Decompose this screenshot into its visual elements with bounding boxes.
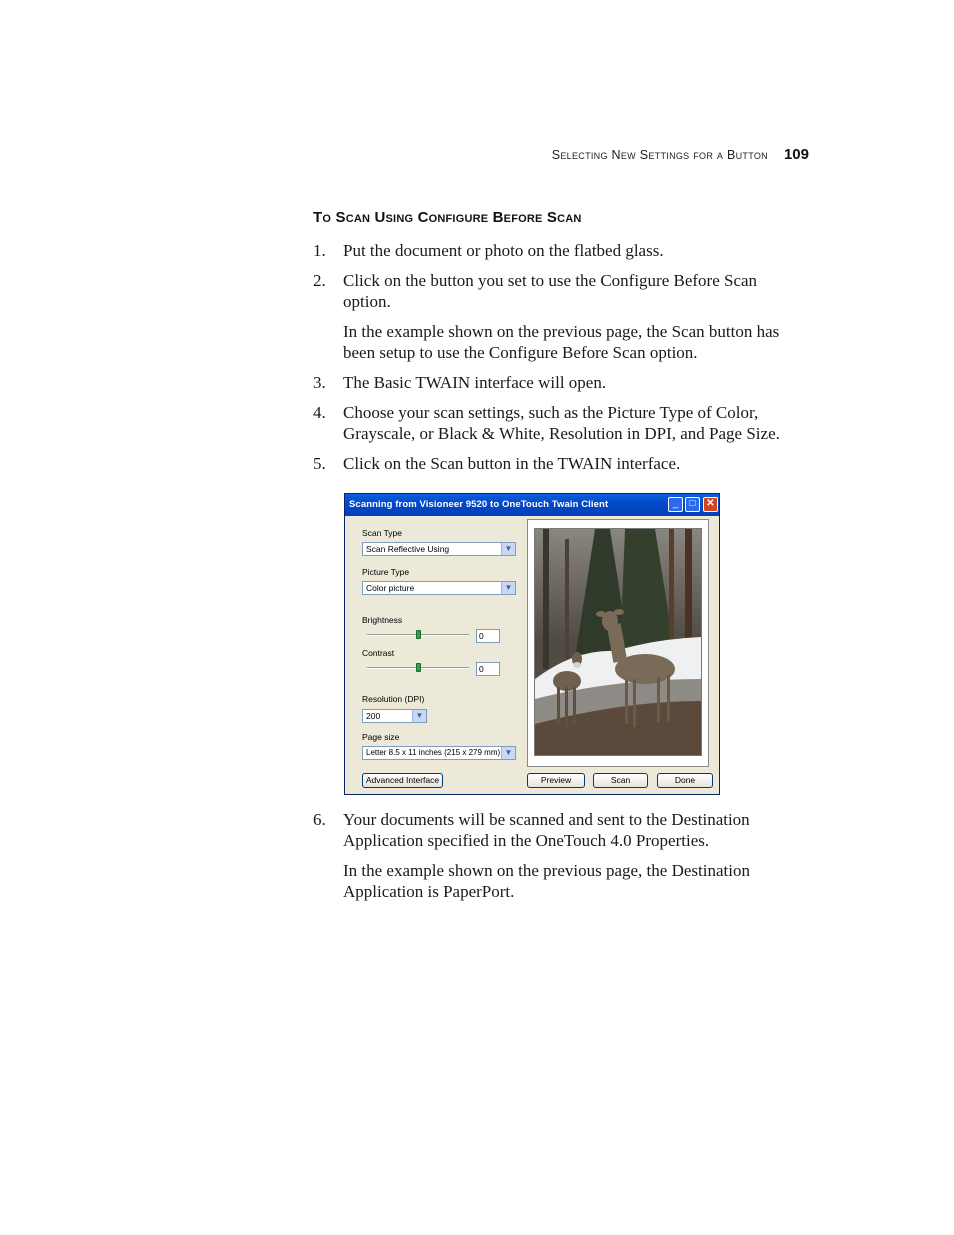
step-note: In the example shown on the previous page, the Destination Application is PaperPort. (343, 861, 750, 901)
preview-pane (527, 519, 709, 767)
brightness-label: Brightness (362, 615, 403, 625)
step-number: 3. (313, 373, 326, 392)
step-item (313, 402, 803, 444)
page-size-value: Letter 8.5 x 11 inches (215 x 279 mm) (366, 748, 501, 757)
step-item (313, 240, 803, 261)
scan-type-select[interactable] (362, 542, 516, 556)
resolution-label: Resolution (DPI) (362, 694, 425, 704)
resolution-value: 200 (366, 711, 381, 721)
resolution-select[interactable] (362, 709, 427, 723)
section-title: To Scan Using Configure Before Scan (313, 209, 582, 226)
dialog-title: Scanning from Visioneer 9520 to OneTouch Twain Client (349, 499, 609, 510)
twain-dialog (344, 493, 720, 795)
chevron-down-icon[interactable]: ▼ (501, 747, 515, 759)
advanced-interface-button[interactable]: Advanced Interface (362, 773, 443, 788)
contrast-slider-thumb[interactable] (416, 663, 421, 672)
step-item (313, 270, 803, 312)
close-icon[interactable]: ✕ (703, 497, 718, 512)
step-number: 5. (313, 454, 326, 473)
step-text: Choose your scan settings, such as the Picture Type of Color, Grayscale, or Black & White, Resolution in DPI, and Page Size. (343, 403, 780, 443)
preview-image (534, 528, 702, 756)
chevron-down-icon[interactable]: ▼ (501, 582, 515, 594)
steps-list-continued (313, 809, 803, 911)
page-number: 109 (783, 146, 809, 163)
step-text: Click on the Scan button in the TWAIN interface. (343, 454, 681, 473)
page-size-label: Page size (362, 732, 400, 742)
step-text: Click on the button you set to use the Configure Before Scan option. (343, 271, 758, 311)
scan-button[interactable]: Scan (593, 773, 648, 788)
minimize-icon[interactable]: _ (668, 497, 683, 512)
page-size-select[interactable] (362, 746, 516, 760)
step-text: Put the document or photo on the flatbed glass. (343, 241, 664, 260)
picture-type-value: Color picture (366, 583, 415, 593)
done-button[interactable]: Done (657, 773, 713, 788)
running-header (552, 146, 809, 163)
contrast-input[interactable]: 0 (476, 662, 500, 676)
step-number: 6. (313, 810, 326, 829)
running-title: Selecting New Settings for a Button (551, 148, 768, 162)
maximize-icon[interactable]: □ (685, 497, 700, 512)
deer-photo (535, 529, 701, 755)
step-item (313, 372, 803, 393)
chevron-down-icon[interactable]: ▼ (501, 543, 515, 555)
scan-type-value: Scan Reflective Using (366, 544, 450, 554)
step-text: Your documents will be scanned and sent to the Destination Application specified in the OneTouch 4.0 Properties. (343, 810, 750, 850)
step-number: 4. (313, 403, 326, 422)
steps-list (313, 240, 803, 483)
picture-type-select[interactable] (362, 581, 516, 595)
step-item (313, 453, 803, 474)
step-number: 2. (313, 271, 326, 290)
step-note: In the example shown on the previous page, the Scan button has been setup to use the Configure Before Scan option. (343, 322, 780, 362)
preview-button[interactable]: Preview (527, 773, 585, 788)
brightness-input[interactable]: 0 (476, 629, 500, 643)
contrast-label: Contrast (362, 648, 395, 658)
step-number: 1. (313, 241, 326, 260)
scan-type-label: Scan Type (362, 528, 403, 538)
dialog-titlebar (345, 494, 719, 516)
brightness-slider-thumb[interactable] (416, 630, 421, 639)
chevron-down-icon[interactable]: ▼ (412, 710, 426, 722)
picture-type-label: Picture Type (362, 567, 410, 577)
step-item (313, 809, 803, 851)
step-text: The Basic TWAIN interface will open. (343, 373, 607, 392)
